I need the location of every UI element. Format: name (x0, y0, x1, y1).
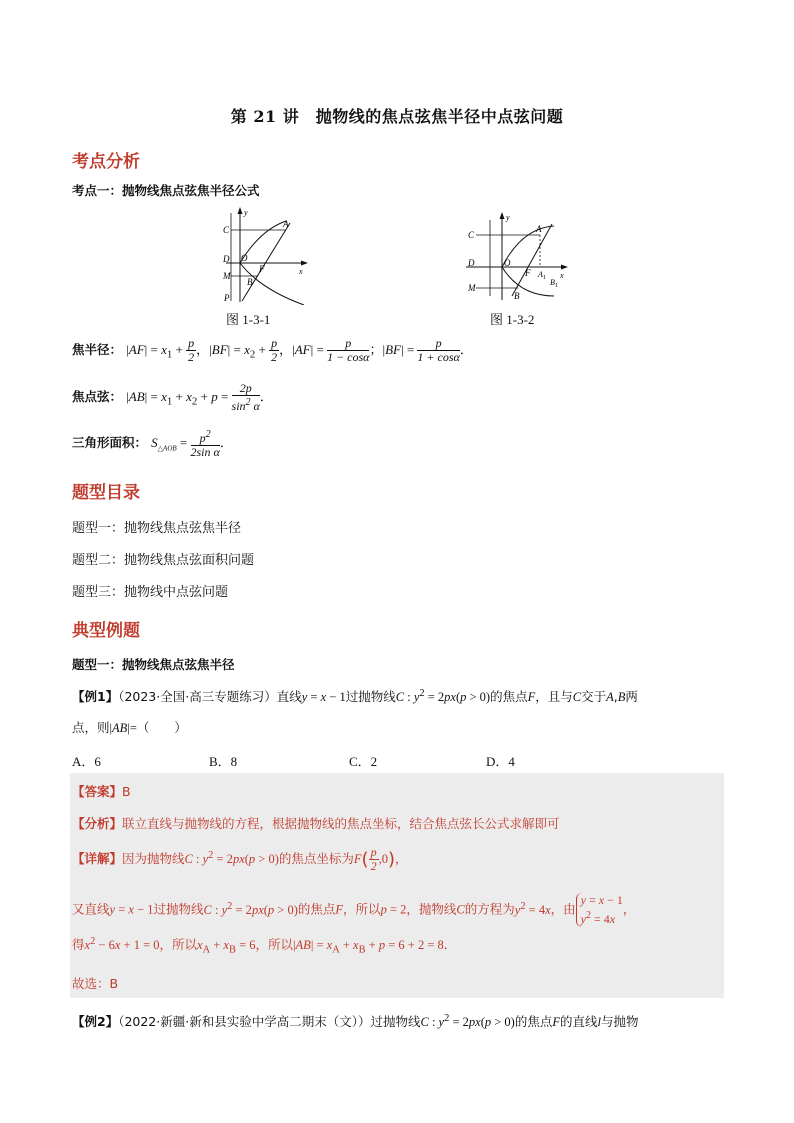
radius-label: 焦半径： (72, 342, 123, 357)
answer-tag: 【答案】 (72, 784, 123, 799)
fig2-label-D: D (468, 258, 475, 268)
fig2-label-A1: $A_1$ (538, 270, 546, 281)
example-1-tag: 【例1】 (72, 689, 119, 704)
fig1-label-M: M (223, 271, 231, 281)
fig2-label-B: B (514, 291, 520, 301)
catalog-item-2: 题型二：抛物线焦点弦面积问题 (72, 553, 255, 568)
solution-box (70, 773, 724, 998)
fig1-label-F: F (259, 264, 265, 274)
example-2: 【例2】（2022·新疆·新和县实验中学高二期末（文））过抛物线C : $y^2 = 2px(p > 0)$的焦点F的直线l与抛物 (72, 1012, 639, 1029)
catalog-item-1: 题型一：抛物线焦点弦焦半径 (72, 521, 242, 536)
section-analysis: 考点分析 (72, 152, 140, 172)
figure-1-3-2 (462, 210, 572, 302)
type-1-heading: 题型一：抛物线焦点弦焦半径 (72, 657, 235, 672)
answer-line (72, 782, 131, 800)
fig2-label-F: F (525, 268, 531, 278)
key-point-1: 考点一：抛物线焦点弦焦半径公式 (72, 183, 260, 198)
page-title: 第 21 讲 抛物线的焦点弦焦半径中点弦问题 (230, 107, 564, 126)
fig1-label-y: y (244, 208, 248, 217)
formula-triangle-area: 三角形面积： $S_{\triangle AOB}$ = $\frac{p^2}{\text{2sin α}}$ ． (72, 429, 233, 459)
fig1-label-P: P (224, 293, 230, 303)
fig2-label-x: x (560, 271, 564, 280)
section-examples: 典型例题 (72, 621, 140, 641)
option-c: C．2 (349, 754, 378, 769)
analysis-line (72, 814, 560, 832)
fig2-label-y: y (506, 213, 510, 222)
option-b: B．8 (209, 754, 238, 769)
figure-2-caption: 图 1-3-2 (490, 312, 535, 327)
fig1-label-O: O (241, 253, 248, 263)
detail-line-1: 【详解】因为抛物线C : $y^2 = 2px(p > 0)$的焦点坐标为F( $\frac{p}{2}$ ,0)， (72, 845, 408, 873)
fig2-label-C: C (468, 230, 475, 240)
fig1-label-C: C (223, 225, 230, 235)
answer-value: B (122, 784, 131, 799)
option-d: D．4 (486, 754, 515, 769)
formula-focal-radius: 焦半径： $|AF| = x_1$ + $\frac{p}{2}$ ，$|BF| = x_2$ + $\frac{p}{2}$ ，|AF| = $\frac{p}{1 - \cos\alpha}$ ；|BF| = $\frac{p}{1 + \cos\alpha}$ ． (72, 336, 473, 364)
chord-label: 焦点弦： (72, 389, 123, 404)
formula-focal-chord: 焦点弦： $|AB| = x_1 + x_2 + p$ = $\frac{2p}{\sin^2 \alpha}$ ． (72, 381, 273, 413)
analysis-text: 联立直线与抛物线的方程，根据抛物线的焦点坐标，结合焦点弦长公式求解即可 (122, 816, 560, 831)
example-1-line2: 点，则|AB|=（ ） (72, 720, 187, 735)
analysis-tag: 【分析】 (72, 816, 123, 831)
fig1-label-x: x (299, 267, 303, 276)
detail-line-2: 又直线y = x − 1过抛物线C : $y^2 = 2px(p > 0)$的焦点F，所以p = 2，抛物线C的方程为$y^2 = 4x$，由y = x − 1 $y^2 = 4x$， (72, 893, 636, 926)
detail-line-3: 得$x^2 - 6x + 1 = 0$，所以$x_A + x_B = 6$，所以$|AB| = x_A + x_B + p = 6 + 2 = 8$． (72, 935, 457, 956)
fig2-label-B1: $B_1$ (550, 278, 558, 289)
example-2-tag: 【例2】 (72, 1014, 119, 1029)
detail-tag: 【详解】 (72, 851, 123, 866)
figure-1-caption: 图 1-3-1 (226, 312, 271, 327)
catalog-item-3: 题型三：抛物线中点弦问题 (72, 585, 229, 600)
example-1: 【例1】（2023·全国·高三专题练习）直线y = x − 1过抛物线C : $y^2 = 2px(p > 0)$的焦点F，且与C交于A,B两 (72, 687, 638, 704)
fig1-label-D: D (223, 254, 230, 264)
section-catalog: 题型目录 (72, 483, 140, 503)
fig2-label-A: A (536, 224, 542, 234)
fig2-label-M: M (468, 283, 476, 293)
fig1-label-A: A (283, 219, 289, 229)
area-label: 三角形面积： (72, 435, 148, 450)
figure-1-3-1 (220, 205, 310, 305)
option-a: A．6 (72, 754, 101, 769)
fig1-label-B: B (247, 277, 253, 287)
choose-line: 故选：B (72, 976, 119, 991)
fig2-label-O: O (504, 258, 511, 268)
